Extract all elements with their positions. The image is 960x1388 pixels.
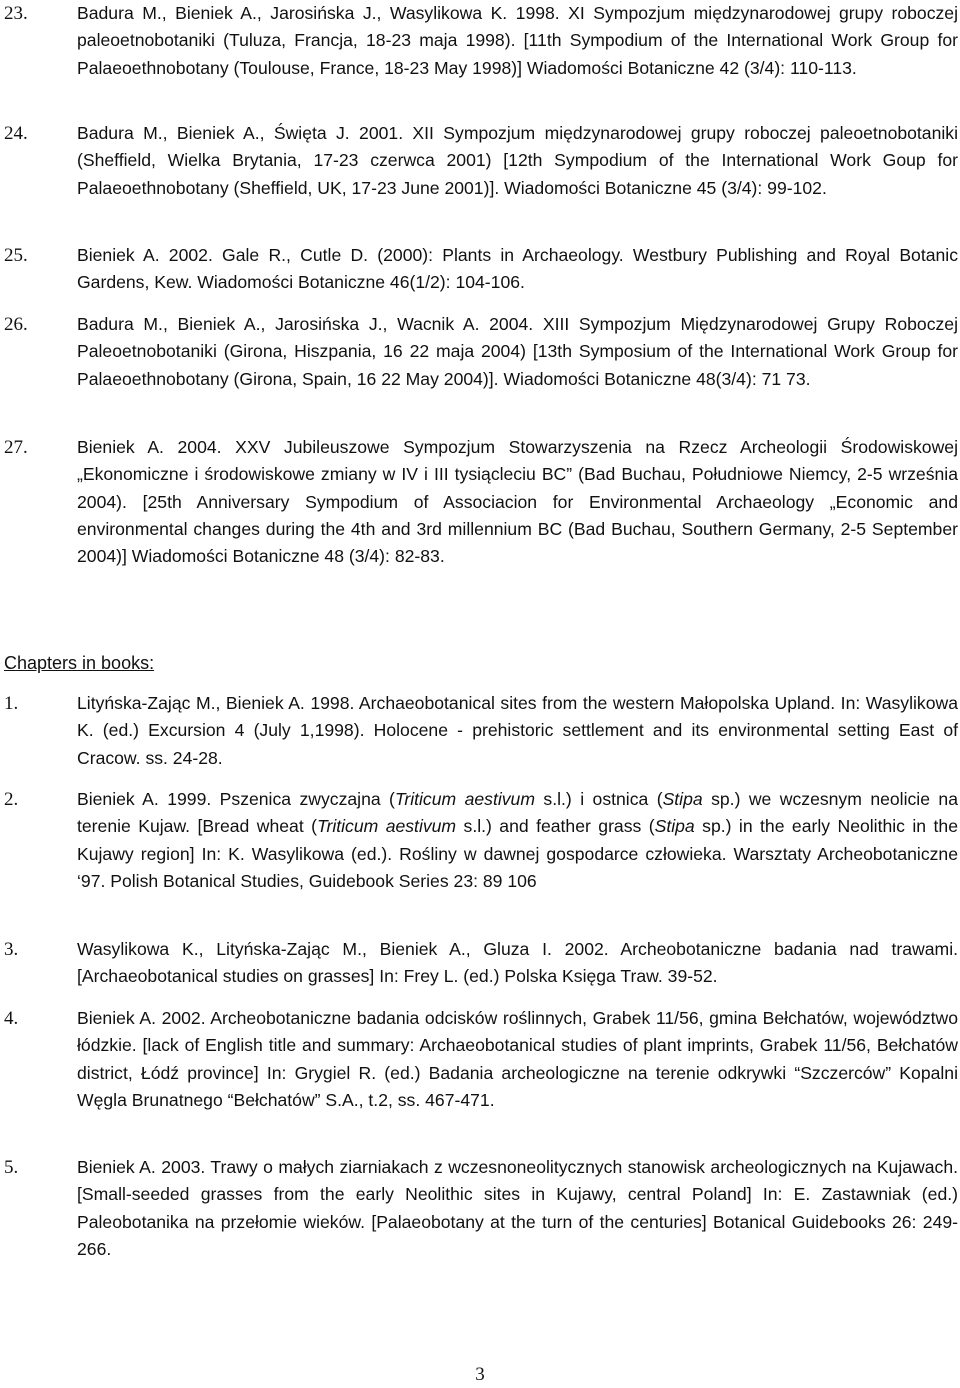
entry-text: Bieniek A. 2004. XXV Jubileuszowe Sympozjum Stowarzyszenia na Rzecz Archeologii Środowiskowej „Ekonomiczne i środowiskowe zmiany w IV i III tysiącleciu BC” (Bad Buchau, Południowe Niemcy, 2-5 września 2004). [25th Anniversary Sympodium of Associacion for Environmental Archaeology „Economic and environmental changes during the 4th and 3rd millennium BC (Bad Buchau, Southern Germany, 2-5 September 2004)] Wiadomości Botaniczne 48 (3/4): 82-83. [77, 437, 958, 567]
text-run: sp.) in the early Neolithic in the Kujawy region] In: K. Wasylikowa (ed.). Rośliny w dawnej gospodarce człowieka. Warsztaty Archeobotaniczne ‘97. Polish Botanical Studies, Guidebook Series 23: 89 106 [77, 816, 958, 891]
chapter-entry [4, 1154, 958, 1263]
entry-number: 26. [4, 314, 28, 335]
entry-text: Lityńska-Zając M., Bieniek A. 1998. Archaeobotanical sites from the western Małopolska Upland. In: Wasylikowa K. (ed.) Excursion 4 (July 1,1998). Holocene - prehistoric settlement and its environmental setting East of Cracow. ss. 24-28. [77, 693, 958, 768]
article-entry [4, 311, 958, 393]
species-name: Stipa [654, 816, 695, 837]
entry-text: Wasylikowa K., Lityńska-Zając M., Bieniek A., Gluza I. 2002. Archeobotaniczne badania nad trawami. [Archaeobotanical studies on grasses] In: Frey L. (ed.) Polska Księga Traw. 39-52. [77, 939, 958, 987]
chapter-entry [4, 1005, 958, 1114]
entry-number: 25. [4, 245, 28, 266]
entry-text: Bieniek A. 2003. Trawy o małych ziarniakach z wczesnoneolitycznych stanowisk archeologicznych na Kujawach. [Small-seeded grasses from the early Neolithic sites in Kujawy, central Poland] In: E. Zastawniak (ed.) Paleobotanika na przełomie wieków. [Palaeobotany at the turn of the centuries] Botanical Guidebooks 26: 249-266. [77, 1157, 958, 1259]
entry-number: 1. [4, 693, 19, 714]
entry-number: 23. [4, 3, 28, 24]
text-run: Bieniek A. 1999. Pszenica zwyczajna ( [77, 789, 395, 809]
entry-number: 27. [4, 437, 28, 458]
entry-number: 5. [4, 1157, 19, 1178]
text-run: s.l.) and feather grass ( [456, 816, 655, 837]
entry-number: 2. [4, 789, 19, 810]
species-name: Stipa [662, 789, 703, 809]
chapter-entry [4, 786, 958, 895]
page-number: 3 [475, 1364, 485, 1385]
article-entry [4, 0, 958, 82]
section-heading-chapters: Chapters in books: [4, 653, 155, 673]
text-run: s.l.) i ostnica ( [535, 789, 663, 809]
chapter-entry [4, 936, 958, 991]
text-run: sp.) we wczesnym neolicie na terenie Kujaw. [Bread wheat ( [77, 789, 958, 837]
entry-text [77, 786, 958, 895]
article-entry [4, 120, 958, 202]
species-name: Triticum aestivum [394, 789, 535, 809]
entry-text: Badura M., Bieniek A., Jarosińska J., Wacnik A. 2004. XIII Sympozjum Międzynarodowej Grupy Roboczej Paleoetnobotaniki (Girona, Hiszpania, 16 22 maja 2004) [13th Symposium of the International Work Group for Palaeoethnobotany (Girona, Spain, 16 22 May 2004)]. Wiadomości Botaniczne 48(3/4): 71 73. [77, 314, 958, 389]
entry-number: 3. [4, 939, 19, 960]
entry-text: Bieniek A. 2002. Archeobotaniczne badania odcisków roślinnych, Grabek 11/56, gmina Bełchatów, województwo łódzkie. [lack of English title and summary: Archaeobotanical studies of plant imprints, Grabek 11/56, Bełchatów district, Łódź province] In: Grygiel R. (ed.) Badania archeologiczne na terenie odkrywki “Szczerców” Kopalni Węgla Brunatnego “Bełchatów” S.A., t.2, ss. 467-471. [77, 1008, 958, 1110]
species-name: Triticum aestivum [317, 816, 457, 837]
entry-text: Bieniek A. 2002. Gale R., Cutle D. (2000): Plants in Archaeology. Westbury Publishing and Royal Botanic Gardens, Kew. Wiadomości Botaniczne 46(1/2): 104-106. [77, 245, 958, 293]
article-entry [4, 434, 958, 570]
chapter-entry [4, 690, 958, 772]
entry-text: Badura M., Bieniek A., Święta J. 2001. XII Sympozjum międzynarodowej grupy roboczej paleoetnobotaniki (Sheffield, Wielka Brytania, 17-23 czerwca 2001) [12th Sympodium of the International Work Goup for Palaeoethnobotany (Sheffield, UK, 17-23 June 2001)]. Wiadomości Botaniczne 45 (3/4): 99-102. [77, 123, 958, 198]
entry-number: 4. [4, 1008, 19, 1029]
entry-number: 24. [4, 123, 28, 144]
article-entry [4, 242, 958, 297]
entry-text: Badura M., Bieniek A., Jarosińska J., Wasylikowa K. 1998. XI Sympozjum międzynarodowej grupy roboczej paleoetnobotaniki (Tuluza, Francja, 18-23 maja 1998). [11th Sympodium of the International Work Group for Palaeoethnobotany (Toulouse, France, 18-23 May 1998)] Wiadomości Botaniczne 42 (3/4): 110-113. [77, 3, 958, 78]
